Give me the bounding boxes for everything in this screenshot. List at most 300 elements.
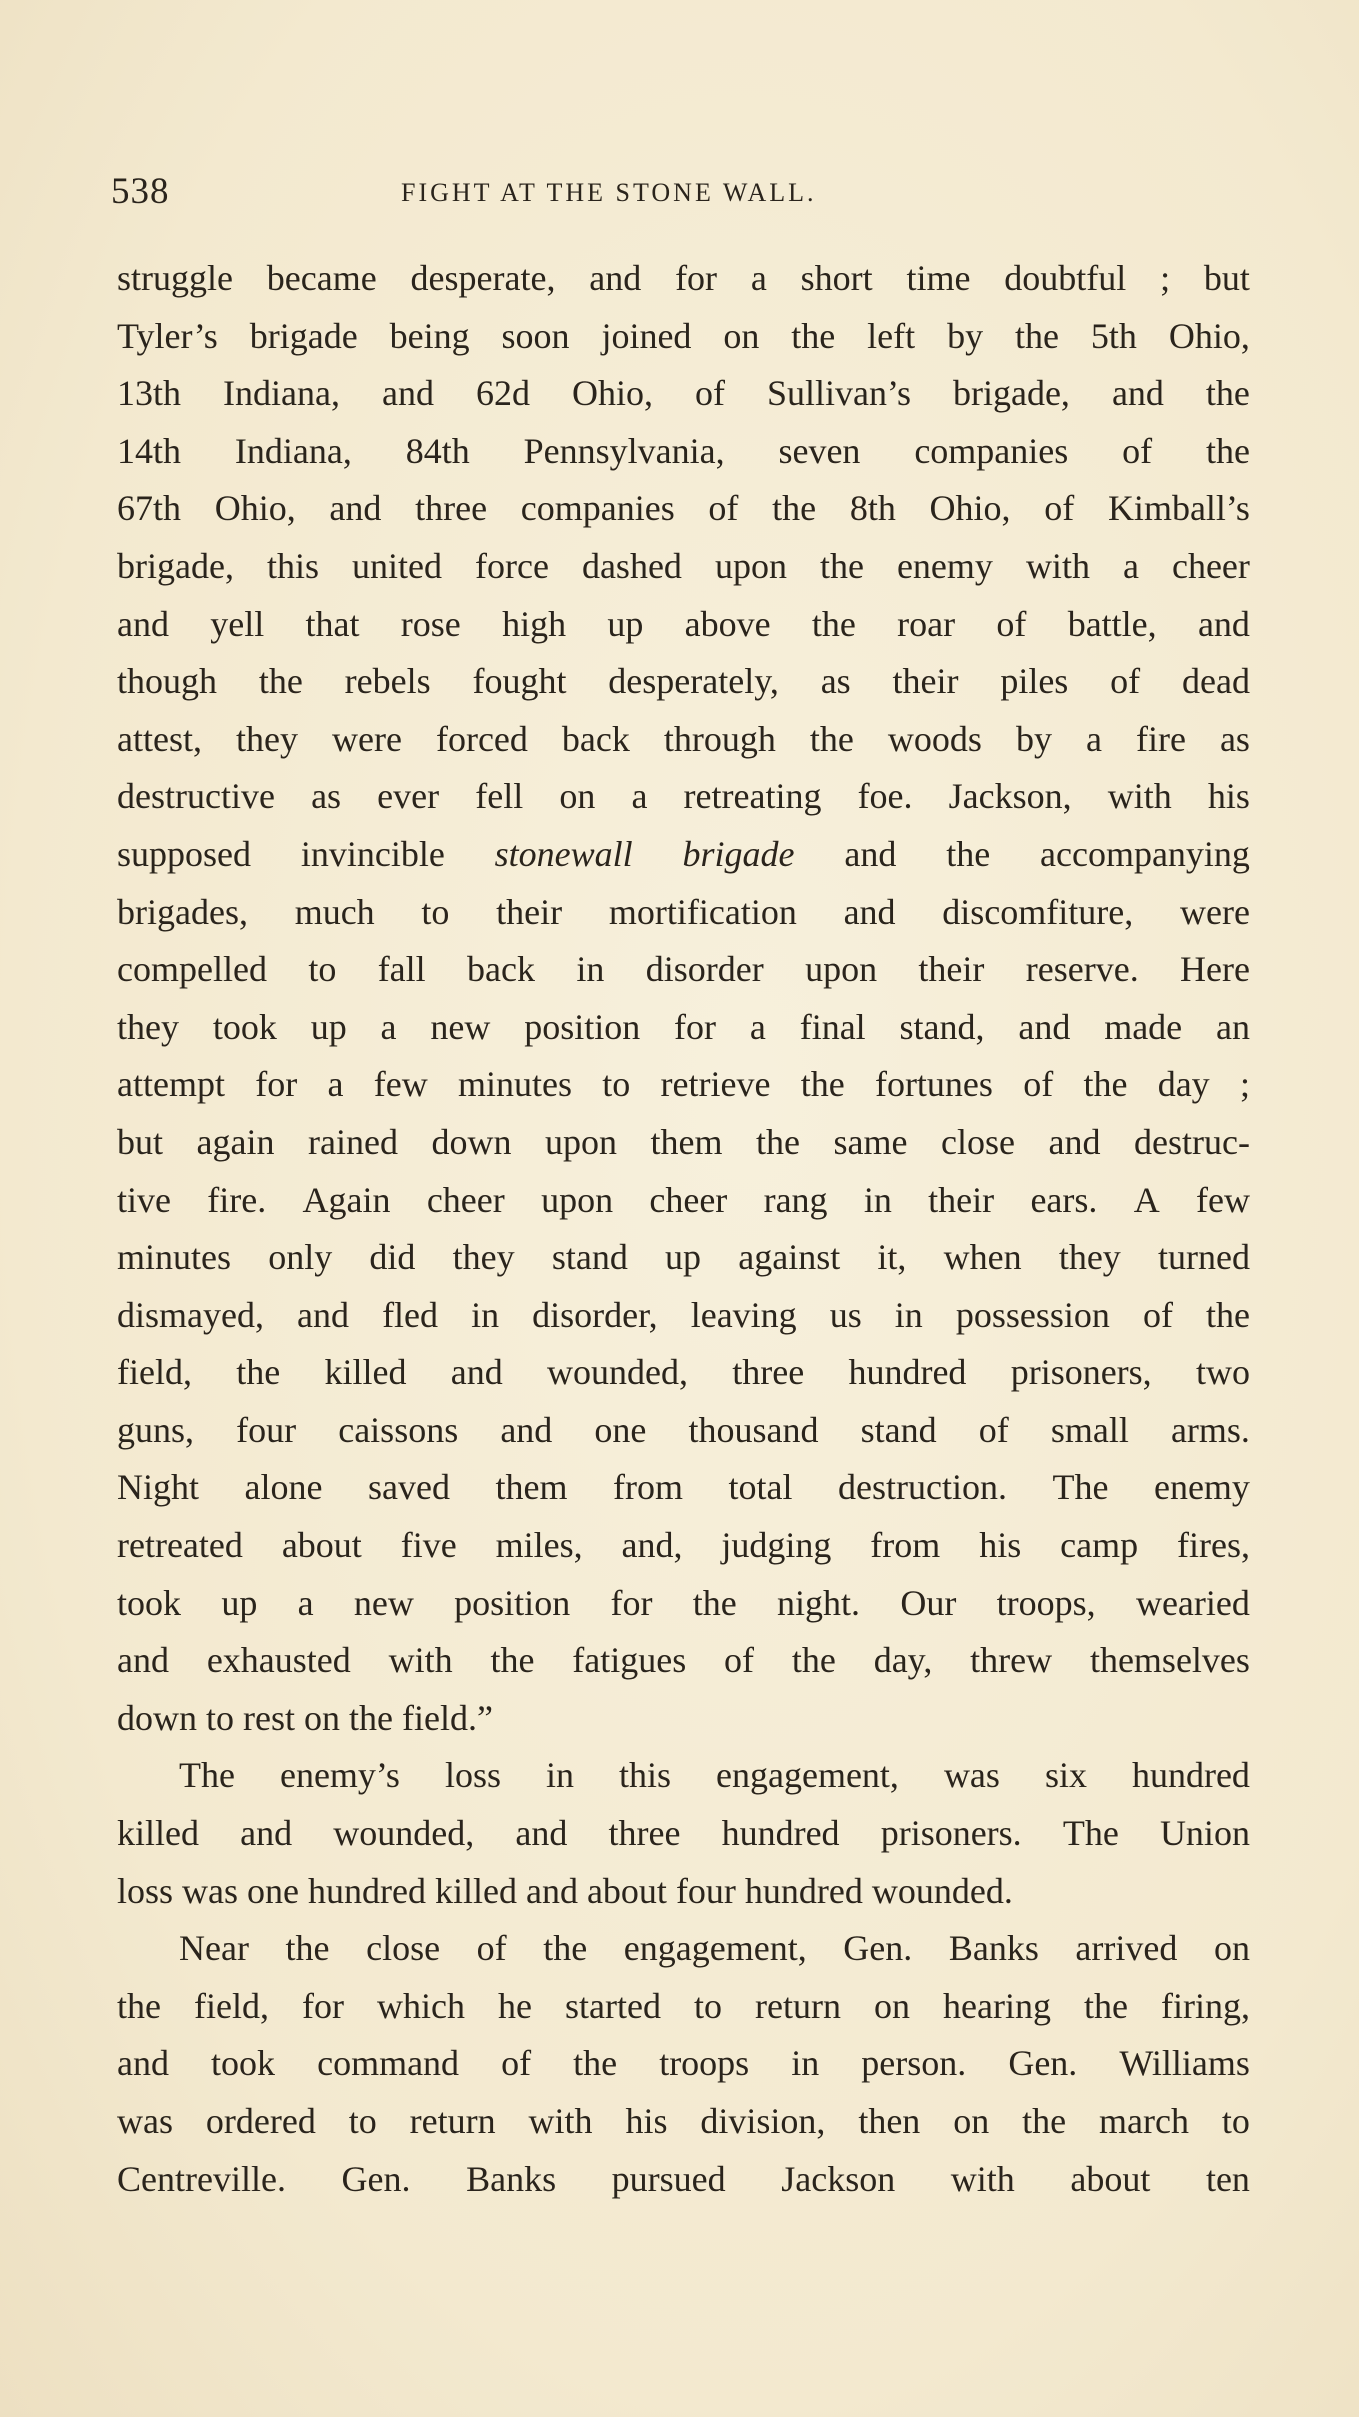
word: brigade,: [952, 373, 1070, 414]
word: and: [381, 373, 434, 414]
word: enemy: [896, 545, 993, 586]
word: up: [665, 1237, 702, 1278]
word: hundred: [308, 1870, 426, 1911]
word: desperate,: [410, 258, 556, 298]
word: brigade,: [117, 545, 234, 586]
word: 84th: [405, 430, 470, 471]
word: about: [586, 1870, 667, 1911]
word: a: [1085, 718, 1102, 759]
word: companies: [914, 430, 1069, 471]
text-line: [117, 1229, 1250, 1287]
word: small: [1050, 1409, 1129, 1450]
word: the: [800, 1064, 845, 1105]
word: of: [1044, 488, 1075, 529]
word: saved: [368, 1467, 450, 1508]
word: hundred: [1131, 1755, 1250, 1796]
word: about: [281, 1525, 362, 1566]
word: back: [561, 718, 630, 759]
word: short: [800, 258, 873, 298]
word: 14th: [117, 430, 182, 471]
text-line: [117, 596, 1250, 654]
word: camp: [1060, 1525, 1139, 1566]
word: and,: [621, 1525, 683, 1566]
word: and: [1197, 603, 1250, 644]
word: of: [694, 373, 725, 414]
word: us: [829, 1294, 862, 1335]
word: the: [1022, 2101, 1067, 2141]
word: the: [543, 1928, 588, 1969]
word: the: [772, 488, 817, 529]
word: and: [1048, 1121, 1101, 1162]
word: and: [297, 1294, 350, 1335]
body-text: [117, 250, 1250, 2208]
word: fell: [475, 776, 524, 817]
word: Kimball’s: [1107, 488, 1250, 529]
word: 8th: [849, 488, 896, 529]
word: much: [294, 891, 375, 932]
word: with: [1025, 545, 1090, 586]
word: above: [684, 603, 771, 644]
word: Indiana,: [223, 373, 340, 414]
word: final: [799, 1006, 866, 1047]
word: piles: [1000, 661, 1069, 702]
word: Ohio,: [571, 373, 653, 414]
word: down: [117, 1697, 197, 1738]
text-line: [117, 999, 1250, 1057]
word: in: [863, 1179, 892, 1220]
word: the: [811, 603, 856, 644]
word: Tyler’s: [117, 315, 218, 356]
word: this: [266, 545, 319, 586]
word: as: [311, 776, 342, 817]
text-line: [117, 711, 1250, 769]
word: yell: [210, 603, 265, 644]
word: which: [377, 1985, 465, 2026]
word: to: [693, 1985, 722, 2026]
text-line: [117, 1287, 1250, 1345]
word: possession: [955, 1294, 1110, 1335]
word: for: [674, 1006, 717, 1047]
word: in: [894, 1294, 923, 1335]
word: guns,: [117, 1409, 195, 1450]
word: up: [607, 603, 644, 644]
word: high: [502, 603, 567, 644]
word: brigade: [682, 833, 795, 874]
word: took: [117, 1582, 182, 1623]
word: march: [1099, 2101, 1189, 2141]
word: rang: [763, 1179, 828, 1220]
text-line: [117, 2151, 1250, 2209]
word: four: [236, 1409, 297, 1450]
word: were: [1179, 891, 1250, 932]
word: force: [475, 545, 549, 586]
word: they: [117, 1006, 179, 1047]
word: up: [221, 1582, 258, 1623]
word: 62d: [475, 373, 530, 414]
word: did: [369, 1237, 416, 1278]
word: in: [576, 949, 605, 990]
word: time: [906, 258, 971, 298]
word: enemy’s: [279, 1755, 400, 1796]
word: exhausted: [206, 1640, 351, 1681]
word: retreated: [117, 1525, 243, 1566]
word: killed: [117, 1813, 199, 1854]
word: to: [421, 891, 450, 932]
text-line: [117, 1978, 1250, 2036]
word: rose: [400, 603, 461, 644]
text-line: [117, 365, 1250, 423]
word: their: [496, 891, 563, 932]
word: Again: [302, 1179, 391, 1220]
word: on: [1213, 1928, 1250, 1969]
word: fires,: [1176, 1525, 1250, 1566]
word: from: [613, 1467, 683, 1508]
word: 67th: [117, 488, 182, 529]
word: one: [594, 1409, 647, 1450]
text-line: [117, 768, 1250, 826]
text-line: [117, 1344, 1250, 1402]
word: they: [452, 1237, 515, 1278]
word: firing,: [1160, 1985, 1250, 2026]
word: on: [304, 1697, 340, 1738]
word: destruction.: [838, 1467, 1007, 1508]
word: the: [692, 1582, 737, 1623]
word: they: [236, 718, 298, 759]
page-header: [111, 170, 1251, 220]
word: Ohio,: [1168, 315, 1250, 356]
text-line: [117, 1863, 1250, 1921]
word: position: [454, 1582, 571, 1623]
word: accompanying: [1040, 833, 1250, 874]
word: field,: [117, 1352, 192, 1393]
word: for: [610, 1582, 653, 1623]
word: though: [117, 661, 218, 702]
word: Gen.: [843, 1928, 913, 1969]
word: two: [1195, 1352, 1250, 1393]
word: united: [352, 545, 442, 586]
word: his: [979, 1525, 1022, 1566]
word: wearied: [1135, 1582, 1250, 1623]
word: it,: [877, 1237, 907, 1278]
text-line: [117, 1114, 1250, 1172]
word: desperately,: [608, 661, 779, 702]
word: of: [501, 2043, 532, 2084]
word: threw: [970, 1640, 1053, 1681]
word: their: [918, 949, 985, 990]
text-line: [117, 1920, 1250, 1978]
text-line: [117, 250, 1250, 308]
word: brigade: [249, 315, 358, 356]
word: supposed: [117, 833, 251, 874]
word: the: [1206, 430, 1250, 471]
word: caissons: [338, 1409, 459, 1450]
word: prisoners.: [880, 1813, 1022, 1854]
word: on: [723, 315, 760, 356]
word: hearing: [943, 1985, 1051, 2026]
word: and: [117, 1640, 169, 1681]
text-line: [117, 1805, 1250, 1863]
word: of: [1142, 1294, 1173, 1335]
word: one: [247, 1870, 300, 1911]
word: killed: [324, 1352, 407, 1393]
word: with: [1107, 776, 1172, 817]
word: troops: [659, 2043, 750, 2084]
word: Jackson: [781, 2158, 896, 2199]
word: on: [559, 776, 596, 817]
word: alone: [244, 1467, 323, 1508]
word: and: [844, 833, 897, 874]
word: new: [430, 1006, 491, 1047]
word: night.: [777, 1582, 861, 1623]
word: to: [206, 1697, 235, 1738]
word: loss: [117, 1870, 174, 1911]
word: the: [1205, 1294, 1250, 1335]
word: enemy: [1153, 1467, 1250, 1508]
word: the: [236, 1352, 281, 1393]
word: of: [996, 603, 1027, 644]
word: Williams: [1119, 2043, 1250, 2084]
word: doubtful: [1004, 258, 1127, 298]
word: was: [117, 2101, 173, 2141]
word: upon: [545, 1121, 617, 1162]
word: Night: [117, 1467, 200, 1508]
word: troops,: [996, 1582, 1096, 1623]
word: to: [602, 1064, 631, 1105]
word: about: [1070, 2158, 1151, 2199]
word: the: [490, 1640, 535, 1681]
word: position: [524, 1006, 641, 1047]
word: the: [946, 833, 991, 874]
word: Ohio,: [929, 488, 1011, 529]
word: of: [1122, 430, 1153, 471]
word: took: [212, 1006, 277, 1047]
word: rebels: [344, 661, 431, 702]
word: his: [625, 2101, 668, 2141]
word: struggle: [117, 258, 233, 298]
word: turned: [1158, 1237, 1250, 1278]
text-line: [117, 1690, 1250, 1748]
word: became: [266, 258, 377, 298]
word: minutes: [457, 1064, 572, 1105]
word: on: [953, 2101, 990, 2141]
word: and: [589, 258, 642, 298]
word: fled: [382, 1294, 439, 1335]
word: then: [858, 2101, 921, 2141]
word: as: [820, 661, 851, 702]
text-line: [117, 826, 1250, 884]
word: wounded,: [547, 1352, 688, 1393]
word: the: [756, 1121, 800, 1162]
word: seven: [778, 430, 861, 471]
word: dead: [1181, 661, 1250, 702]
word: A: [1133, 1179, 1160, 1220]
word: return: [755, 1985, 841, 2026]
word: cheer: [1171, 545, 1250, 586]
word: retreating: [683, 776, 822, 817]
word: in: [471, 1294, 500, 1335]
word: destructive: [117, 776, 275, 817]
text-line: [117, 1632, 1250, 1690]
text-line: [117, 1747, 1250, 1805]
word: for: [675, 258, 718, 298]
word: woods: [887, 718, 982, 759]
word: close: [366, 1928, 441, 1969]
word: The: [1052, 1467, 1109, 1508]
word: dashed: [581, 545, 682, 586]
word: a: [631, 776, 648, 817]
word: disorder: [645, 949, 764, 990]
word: stand,: [899, 1006, 985, 1047]
word: and: [117, 2043, 169, 2084]
word: mortification: [608, 891, 797, 932]
word: fall: [377, 949, 426, 990]
word: three: [608, 1813, 681, 1854]
text-line: [117, 1459, 1250, 1517]
word: few: [1196, 1179, 1250, 1220]
text-line: [117, 480, 1250, 538]
word: was: [182, 1870, 239, 1911]
word: their: [928, 1179, 995, 1220]
word: the: [791, 315, 836, 356]
word: prisoners,: [1010, 1352, 1152, 1393]
word: in: [791, 2043, 820, 2084]
word: fire.: [207, 1179, 267, 1220]
word: attempt: [117, 1064, 225, 1105]
word: engagement,: [623, 1928, 807, 1969]
word: ;: [1239, 1064, 1250, 1105]
word: a: [327, 1064, 344, 1105]
word: hundred: [848, 1352, 967, 1393]
word: they: [1058, 1237, 1121, 1278]
word: to: [308, 949, 337, 990]
word: battle,: [1067, 603, 1157, 644]
word: compelled: [117, 949, 267, 990]
word: but: [117, 1121, 164, 1162]
word: Centreville.: [117, 2158, 286, 2199]
word: few: [373, 1064, 428, 1105]
word: of: [1110, 661, 1141, 702]
word: the: [258, 661, 303, 702]
word: of: [978, 1409, 1009, 1450]
word: and: [1018, 1006, 1071, 1047]
word: invincible: [300, 833, 445, 874]
word: a: [380, 1006, 397, 1047]
word: companies: [520, 488, 675, 529]
text-line: [117, 1575, 1250, 1633]
word: Union: [1159, 1813, 1250, 1854]
word: with: [950, 2158, 1015, 2199]
word: the: [285, 1928, 330, 1969]
word: minutes: [117, 1237, 231, 1278]
word: new: [353, 1582, 414, 1623]
word: Ohio,: [214, 488, 296, 529]
word: and: [117, 603, 169, 644]
word: 13th: [117, 373, 182, 414]
word: with: [528, 2101, 593, 2141]
word: their: [892, 661, 959, 702]
word: return: [409, 2101, 496, 2141]
word: dismayed,: [117, 1294, 264, 1335]
word: he: [498, 1985, 532, 2026]
word: day: [1157, 1064, 1210, 1105]
word: The: [1062, 1813, 1119, 1854]
word: stand: [860, 1409, 937, 1450]
word: as: [1219, 718, 1250, 759]
word: upon: [805, 949, 878, 990]
word: upon: [541, 1179, 614, 1220]
word: left: [867, 315, 916, 356]
word: started: [565, 1985, 661, 2026]
word: by: [1015, 718, 1052, 759]
word: leaving: [690, 1294, 797, 1335]
word: tive: [117, 1179, 171, 1220]
word: and: [1111, 373, 1164, 414]
text-line: [117, 1402, 1250, 1460]
word: and: [525, 1870, 578, 1911]
word: again: [196, 1121, 275, 1162]
word: roar: [897, 603, 956, 644]
word: killed: [434, 1870, 517, 1911]
word: rest: [243, 1697, 295, 1738]
word: field.”: [401, 1697, 493, 1738]
word: when: [943, 1237, 1022, 1278]
text-line: [117, 2035, 1250, 2093]
word: up: [310, 1006, 347, 1047]
page-number: 538: [111, 171, 170, 212]
word: a: [1122, 545, 1139, 586]
word: on: [874, 1985, 910, 2026]
word: three: [415, 488, 488, 529]
word: hundred: [744, 1870, 863, 1911]
text-line: [117, 941, 1250, 999]
word: ;: [1160, 258, 1171, 298]
running-head: FIGHT AT THE STONE WALL.: [401, 178, 817, 207]
word: the: [1083, 1064, 1128, 1105]
word: wounded.: [871, 1870, 1013, 1911]
word: Pennsylvania,: [523, 430, 725, 471]
word: ears.: [1030, 1179, 1098, 1220]
word: Near: [179, 1928, 249, 1969]
word: the: [1205, 373, 1250, 414]
word: for: [302, 1985, 344, 2026]
word: Jackson,: [948, 776, 1072, 817]
word: disorder,: [532, 1294, 658, 1335]
word: but: [1203, 258, 1250, 298]
text-line: [117, 884, 1250, 942]
word: by: [947, 315, 984, 356]
word: down: [431, 1121, 512, 1162]
word: attest,: [117, 718, 202, 759]
word: to: [1221, 2101, 1250, 2141]
word: of: [476, 1928, 507, 1969]
word: took: [211, 2043, 276, 2084]
word: in: [545, 1755, 574, 1796]
word: and: [329, 488, 382, 529]
word: engagement,: [716, 1755, 899, 1796]
word: and: [500, 1409, 553, 1450]
word: total: [728, 1467, 793, 1508]
word: thousand: [688, 1409, 819, 1450]
word: Indiana,: [234, 430, 352, 471]
word: fatigues: [572, 1640, 687, 1681]
word: fought: [472, 661, 567, 702]
word: brigades,: [117, 891, 248, 932]
word: loss: [444, 1755, 501, 1796]
word: joined: [601, 315, 692, 356]
word: The: [179, 1755, 235, 1796]
word: Here: [1180, 949, 1250, 990]
word: day,: [873, 1640, 933, 1681]
